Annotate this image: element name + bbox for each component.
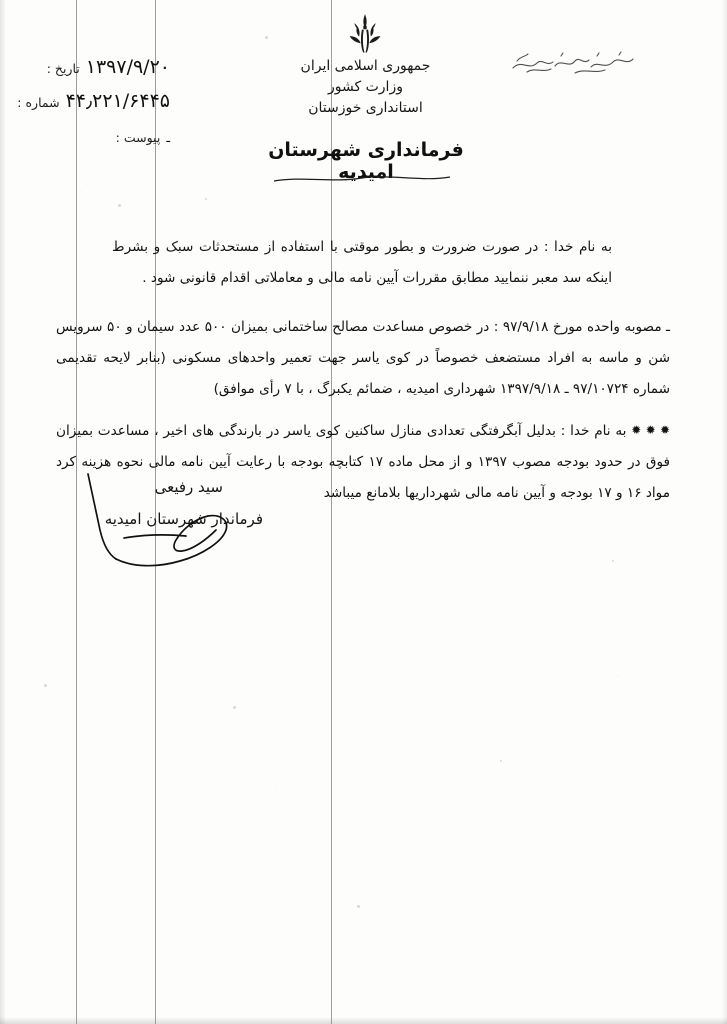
org-line-2: وزارت کشور [328,79,403,95]
scan-speck [265,36,268,39]
register-block [18,52,170,162]
iran-emblem-icon [343,14,387,54]
register-attachment-value: ـ [166,130,170,145]
page-edge-shadow-bottom [0,1017,727,1024]
document-body [56,232,670,519]
scan-speck [118,204,121,207]
signature-role: فرماندار شهرستان امیدیه [104,510,263,528]
register-number-row [17,90,170,112]
paragraph-3-text: به نام خدا : بدلیل آبگرفتگی تعدادی منازل ساکنین کوی یاسر در بارندگی های اخیر ، مساعدت بمیزان فوق در حدود بودجه مصوب ۱۳۹۷ و از محل ماده ۱۷ کتابچه بودجه با رعایت آیین نامه مالی نحوه هزینه کرد مواد ۱۶ و ۱۷ بودجه و آیین نامه مالی شهرداریها بلامانع میباشد [56,423,671,501]
register-date-value: ۱۳۹۷/۹/۲۰ [85,56,170,78]
scan-speck [44,684,47,687]
scan-speck [612,560,614,562]
register-attachment-row [116,130,170,145]
page-edge-shadow-left [0,0,6,1024]
paragraph-3 [56,415,670,509]
scan-speck [500,760,502,762]
register-number-label: شماره : [17,95,60,110]
register-date-label: تاریخ : [46,61,80,76]
title-underline-flourish [272,174,452,184]
scan-speck [233,706,236,709]
paragraph-1: به نام خدا : در صورت ضرورت و بطور موقتی با استفاده از مستحدثات سبک و بشرط اینکه سد معبر ننمایید مطابق مقررات آیین نامه مالی و معاملاتی اقدام قانونی شود . [112,239,612,286]
star-separator: ✹ ✹ ✹ [631,423,670,437]
scan-speck [357,905,360,908]
paragraph-2: ـ مصوبه واحده مورخ ۹۷/۹/۱۸ : در خصوص مساعدت مصالح ساختمانی بمیزان ۵۰۰ عدد سیمان و ۵۰ سرویس شن و ماسه به افراد مستضعف خصوصاً در کوی یاسر جهت تعمیر واحدهای مسکونی (بنابر لایحه تقدیمی شماره ۹۷/۱۰۷۲۴ ـ ۱۳۹۷/۹/۱۸ شهرداری امیدیه ، ضمائم یکبرگ ، با ۷ رأی موافق) [56,319,671,397]
org-line-1: جمهوری اسلامی ایران [300,58,431,74]
bismillah-calligraphy [509,50,637,76]
register-date-row [47,56,170,78]
signature-name: سید رفیعی [154,478,223,496]
page-edge-shadow-right [722,0,727,1024]
scan-speck [205,198,207,200]
register-number-value: ۴۴٫۲۲۱/۶۴۴۵ [65,90,170,112]
register-attachment-label: پیوست : [115,130,161,145]
org-line-3: استانداری خوزستان [308,100,423,116]
page-title: فرمانداری شهرستان امیدیه [268,139,464,183]
organization-header [263,56,468,119]
